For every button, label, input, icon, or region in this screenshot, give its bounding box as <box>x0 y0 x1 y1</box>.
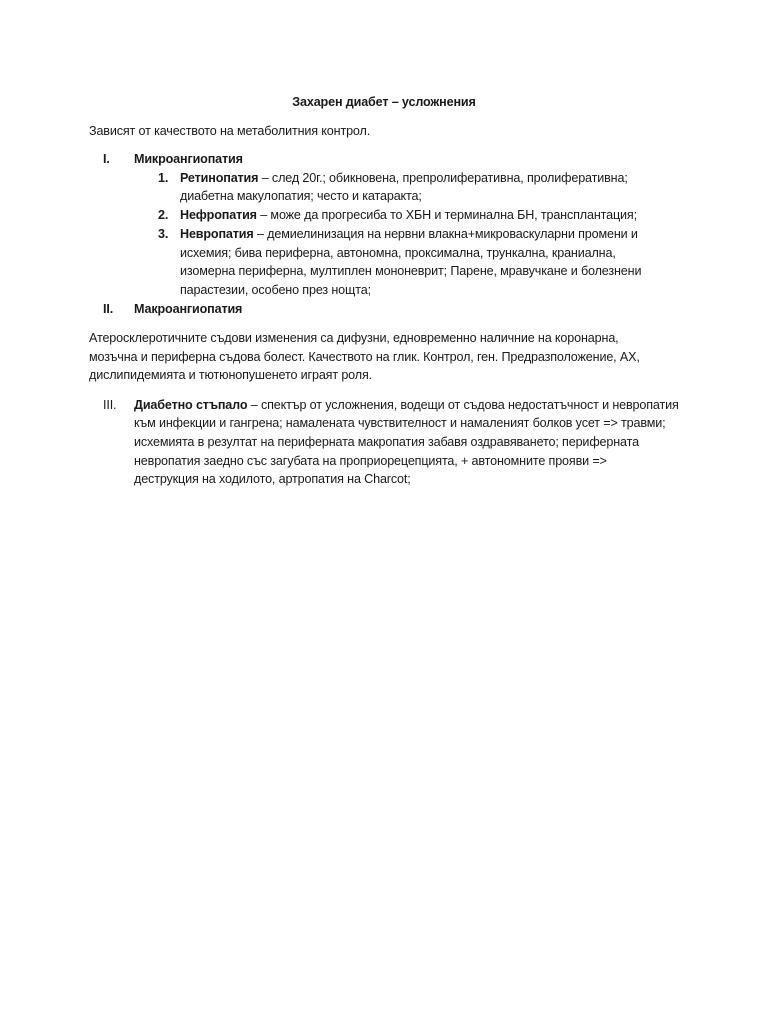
section-3-text: невропатия заедно със загубата на проприорецепцията, + автономните прояви => <box>134 454 607 468</box>
paragraph-line: мозъчна и периферна съдова болест. Качеството на глик. Контрол, ген. Предразположение, АХ, <box>89 350 640 364</box>
paragraph-line: Атеросклеротичните съдови изменения са дифузни, едновременно наличние на коронарна, <box>89 331 619 345</box>
section-3-text: към инфекции и гангрена; намалената чувствителност и намаленият болков усет => травми; <box>134 416 666 430</box>
list-item-text: – може да прогресиба то ХБН и терминална БН, трансплантация; <box>260 208 637 222</box>
section-3-text: – спектър от усложнения, водещи от съдова недостатъчност и невропатия <box>250 398 679 412</box>
section-3-term: Диабетно стъпало <box>134 398 248 412</box>
list-item-text: исхемия; бива периферна, автономна, проксимална, трункална, краниална, <box>180 246 616 260</box>
list-item-text: изомерна периферна, мултиплен мононеврит; Парене, мравучкане и болезнени <box>180 264 642 278</box>
paragraph-line: дислипидемията и тютюнопушенето играят роля. <box>89 368 372 382</box>
section-2-heading: Макроангиопатия <box>134 302 243 316</box>
section-3-numeral: III. <box>103 398 117 412</box>
list-item-text: – демиелинизация на нервни влакна+микроваскуларни промени и <box>256 227 638 241</box>
list-item-number: 3. <box>158 227 169 241</box>
list-item-text: диабетна макулопатия; често и катаракта; <box>180 189 422 203</box>
section-3-text: деструкция на ходилото, артропатия на Charcot; <box>134 472 411 486</box>
list-item-number: 2. <box>158 208 169 222</box>
section-2-numeral: II. <box>103 302 114 316</box>
list-item-term: Нефропатия <box>180 208 257 222</box>
list-item-term: Ретинопатия <box>180 171 259 185</box>
list-item-number: 1. <box>158 171 169 185</box>
section-3-text: исхемията в резултат на периферната макропатия забавя оздравяването; периферната <box>134 435 639 449</box>
intro-text: Зависят от качеството на метаболитния контрол. <box>89 124 371 138</box>
section-1-heading: Микроангиопатия <box>134 152 243 166</box>
list-item-text: парастезии, особено през нощта; <box>180 283 371 297</box>
list-item-text: – след 20г.; обикновена, препролиферативна, пролиферативна; <box>261 171 628 185</box>
document-title: Захарен диабет – усложнения <box>292 95 476 109</box>
section-1-numeral: I. <box>103 152 110 166</box>
list-item-term: Невропатия <box>180 227 254 241</box>
